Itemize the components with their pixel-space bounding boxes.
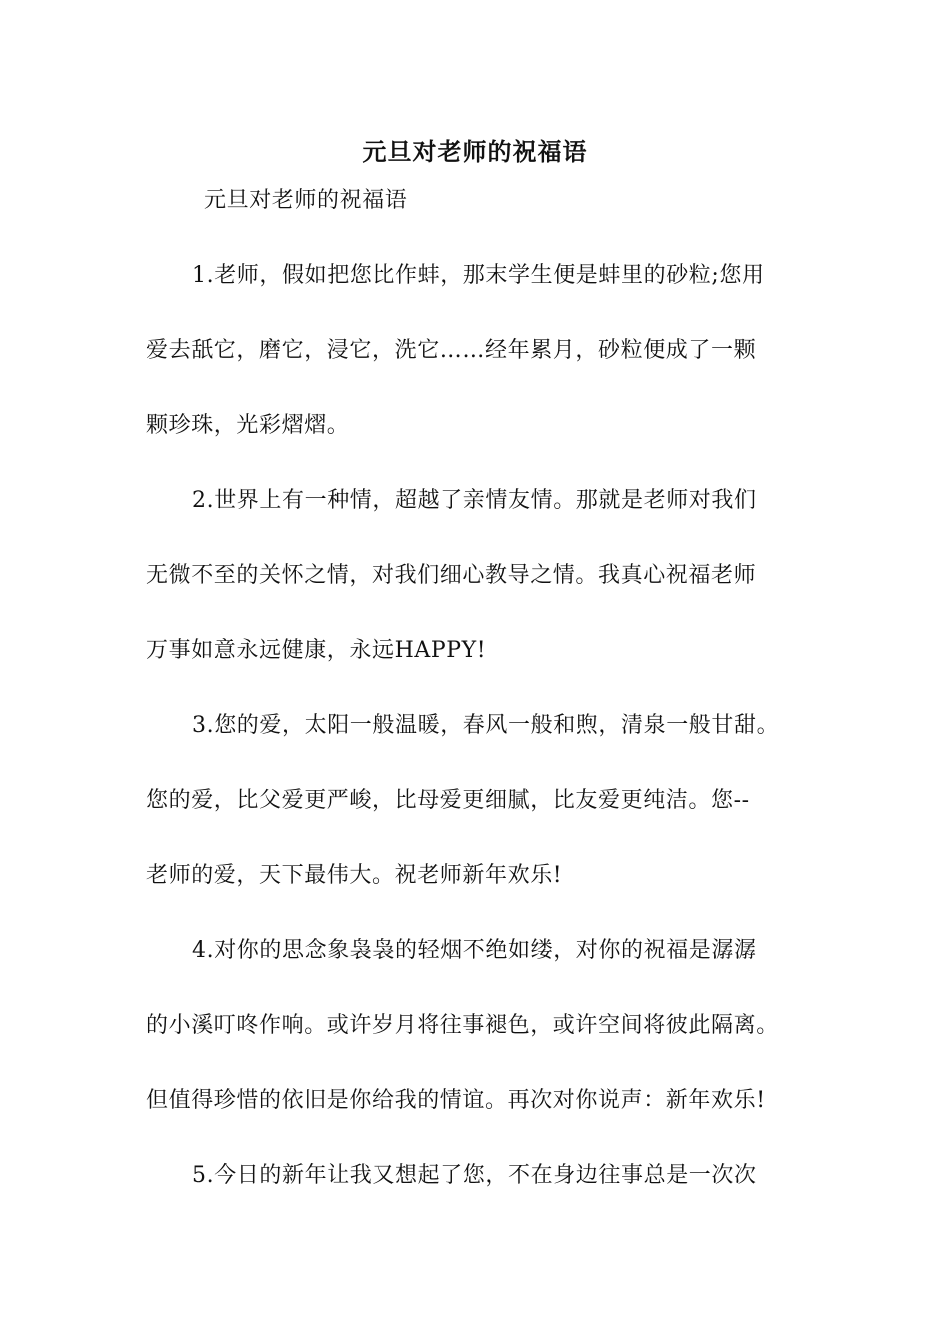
paragraph-line: 1.老师，假如把您比作蚌，那末学生便是蚌里的砂粒;您用 — [192, 263, 765, 288]
paragraph-line: 颗珍珠，光彩熠熠。 — [146, 413, 350, 438]
paragraph-line: 爱去舐它，磨它，浸它，洗它……经年累月，砂粒便成了一颗 — [146, 338, 757, 363]
paragraph-line: 4.对你的思念象袅袅的轻烟不绝如缕，对你的祝福是潺潺 — [192, 938, 757, 963]
paragraph-line: 但值得珍惜的依旧是你给我的情谊。再次对你说声：新年欢乐! — [146, 1088, 766, 1113]
paragraph-line: 3.您的爱，太阳一般温暖，春风一般和煦，清泉一般甘甜。 — [192, 713, 780, 738]
paragraph-line: 您的爱，比父爱更严峻，比母爱更细腻，比友爱更纯洁。您-- — [146, 788, 750, 813]
paragraph-line: 无微不至的关怀之情，对我们细心教导之情。我真心祝福老师 — [146, 563, 757, 588]
paragraph-line: 万事如意永远健康，永远HAPPY! — [146, 638, 487, 663]
document-subtitle: 元旦对老师的祝福语 — [204, 188, 408, 213]
document-title: 元旦对老师的祝福语 — [362, 137, 588, 166]
paragraph-line: 5.今日的新年让我又想起了您，不在身边往事总是一次次 — [192, 1163, 757, 1188]
paragraph-line: 的小溪叮咚作响。或许岁月将往事褪色，或许空间将彼此隔离。 — [146, 1013, 779, 1038]
paragraph-line: 2.世界上有一种情，超越了亲情友情。那就是老师对我们 — [192, 488, 757, 513]
paragraph-line: 老师的爱，天下最伟大。祝老师新年欢乐! — [146, 863, 563, 888]
